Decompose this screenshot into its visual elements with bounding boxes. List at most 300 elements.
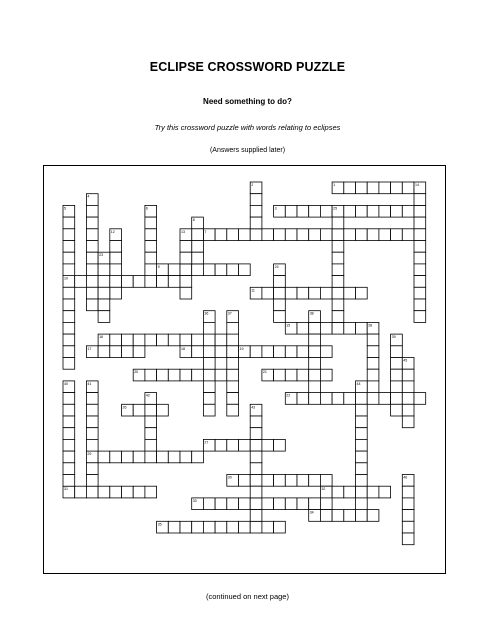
grid-cell[interactable] (250, 205, 262, 217)
grid-cell[interactable] (391, 369, 403, 381)
grid-cell[interactable] (297, 205, 309, 217)
grid-cell[interactable] (86, 241, 98, 253)
grid-cell[interactable] (297, 229, 309, 241)
grid-cell[interactable] (203, 521, 215, 533)
grid-cell[interactable] (180, 252, 192, 264)
grid-cell[interactable] (262, 439, 274, 451)
grid-cell[interactable] (414, 264, 426, 276)
grid-cell[interactable] (379, 182, 391, 194)
grid-cell[interactable] (250, 451, 262, 463)
grid-cell[interactable] (86, 229, 98, 241)
grid-cell[interactable] (391, 393, 403, 405)
grid-cell[interactable] (402, 486, 414, 498)
grid-cell[interactable] (110, 486, 122, 498)
grid-cell[interactable] (122, 451, 134, 463)
grid-cell[interactable] (180, 369, 192, 381)
grid-cell[interactable] (309, 287, 321, 299)
grid-cell[interactable] (320, 346, 332, 358)
grid-cell[interactable] (86, 205, 98, 217)
grid-cell[interactable] (239, 475, 251, 487)
grid-cell[interactable] (192, 369, 204, 381)
grid-cell[interactable] (414, 194, 426, 206)
grid-cell[interactable] (168, 264, 180, 276)
grid-cell[interactable] (86, 299, 98, 311)
grid-cell[interactable] (262, 346, 274, 358)
grid-cell[interactable] (332, 510, 344, 522)
grid-cell[interactable] (145, 276, 157, 288)
grid-cell[interactable] (356, 463, 368, 475)
grid-cell[interactable] (402, 404, 414, 416)
grid-cell[interactable] (86, 428, 98, 440)
grid-cell[interactable] (367, 381, 379, 393)
grid-cell[interactable] (145, 217, 157, 229)
grid-cell[interactable] (344, 287, 356, 299)
grid-cell[interactable] (145, 264, 157, 276)
grid-cell[interactable] (192, 521, 204, 533)
grid-cell[interactable] (203, 393, 215, 405)
grid-cell[interactable] (402, 229, 414, 241)
grid-cell[interactable] (180, 276, 192, 288)
grid-cell[interactable] (297, 287, 309, 299)
grid-cell[interactable] (215, 498, 227, 510)
grid-cell[interactable] (274, 521, 286, 533)
grid-cell[interactable] (75, 486, 87, 498)
grid-cell[interactable] (110, 276, 122, 288)
grid-cell[interactable] (110, 264, 122, 276)
grid-cell[interactable] (250, 194, 262, 206)
grid-cell[interactable] (274, 498, 286, 510)
grid-cell[interactable] (227, 439, 239, 451)
grid-cell[interactable] (356, 428, 368, 440)
grid-cell[interactable] (391, 404, 403, 416)
grid-cell[interactable] (86, 393, 98, 405)
grid-cell[interactable] (332, 311, 344, 323)
grid-cell[interactable] (250, 486, 262, 498)
grid-cell[interactable] (367, 369, 379, 381)
grid-cell[interactable] (367, 334, 379, 346)
grid-cell[interactable] (332, 299, 344, 311)
grid-cell[interactable] (402, 393, 414, 405)
grid-cell[interactable] (274, 475, 286, 487)
grid-cell[interactable] (332, 264, 344, 276)
grid-cell[interactable] (285, 205, 297, 217)
grid-cell[interactable] (215, 521, 227, 533)
grid-cell[interactable] (320, 287, 332, 299)
grid-cell[interactable] (262, 498, 274, 510)
grid-cell[interactable] (98, 287, 110, 299)
grid-cell[interactable] (391, 229, 403, 241)
grid-cell[interactable] (239, 521, 251, 533)
grid-cell[interactable] (391, 346, 403, 358)
grid-cell[interactable] (203, 322, 215, 334)
grid-cell[interactable] (285, 369, 297, 381)
grid-cell[interactable] (309, 322, 321, 334)
grid-cell[interactable] (133, 346, 145, 358)
grid-cell[interactable] (203, 369, 215, 381)
grid-cell[interactable] (250, 475, 262, 487)
grid-cell[interactable] (192, 264, 204, 276)
grid-cell[interactable] (414, 393, 426, 405)
grid-cell[interactable] (157, 276, 169, 288)
grid-cell[interactable] (309, 346, 321, 358)
grid-cell[interactable] (192, 451, 204, 463)
grid-cell[interactable] (320, 369, 332, 381)
grid-cell[interactable] (356, 322, 368, 334)
grid-cell[interactable] (356, 475, 368, 487)
grid-cell[interactable] (344, 486, 356, 498)
grid-cell[interactable] (145, 451, 157, 463)
grid-cell[interactable] (63, 311, 75, 323)
grid-cell[interactable] (145, 416, 157, 428)
grid-cell[interactable] (402, 416, 414, 428)
grid-cell[interactable] (86, 217, 98, 229)
grid-cell[interactable] (168, 369, 180, 381)
grid-cell[interactable] (344, 322, 356, 334)
grid-cell[interactable] (285, 498, 297, 510)
grid-cell[interactable] (110, 252, 122, 264)
grid-cell[interactable] (180, 241, 192, 253)
grid-cell[interactable] (297, 498, 309, 510)
grid-cell[interactable] (309, 475, 321, 487)
grid-cell[interactable] (309, 498, 321, 510)
grid-cell[interactable] (203, 358, 215, 370)
grid-cell[interactable] (145, 241, 157, 253)
grid-cell[interactable] (168, 334, 180, 346)
grid-cell[interactable] (309, 369, 321, 381)
grid-cell[interactable] (168, 276, 180, 288)
grid-cell[interactable] (309, 334, 321, 346)
grid-cell[interactable] (356, 404, 368, 416)
grid-cell[interactable] (110, 287, 122, 299)
grid-cell[interactable] (379, 229, 391, 241)
grid-cell[interactable] (63, 428, 75, 440)
grid-cell[interactable] (367, 346, 379, 358)
grid-cell[interactable] (250, 346, 262, 358)
grid-cell[interactable] (391, 358, 403, 370)
grid-cell[interactable] (180, 334, 192, 346)
grid-cell[interactable] (98, 276, 110, 288)
grid-cell[interactable] (332, 486, 344, 498)
grid-cell[interactable] (356, 510, 368, 522)
grid-cell[interactable] (239, 439, 251, 451)
grid-cell[interactable] (250, 416, 262, 428)
grid-cell[interactable] (227, 521, 239, 533)
grid-cell[interactable] (367, 182, 379, 194)
grid-cell[interactable] (274, 276, 286, 288)
grid-cell[interactable] (285, 229, 297, 241)
grid-cell[interactable] (379, 393, 391, 405)
grid-cell[interactable] (203, 498, 215, 510)
grid-cell[interactable] (391, 381, 403, 393)
grid-cell[interactable] (274, 311, 286, 323)
grid-cell[interactable] (285, 475, 297, 487)
grid-cell[interactable] (63, 346, 75, 358)
grid-cell[interactable] (250, 463, 262, 475)
grid-cell[interactable] (320, 229, 332, 241)
grid-cell[interactable] (309, 358, 321, 370)
grid-cell[interactable] (227, 358, 239, 370)
grid-cell[interactable] (320, 205, 332, 217)
grid-cell[interactable] (145, 404, 157, 416)
grid-cell[interactable] (250, 439, 262, 451)
grid-cell[interactable] (332, 217, 344, 229)
grid-cell[interactable] (356, 498, 368, 510)
grid-cell[interactable] (203, 264, 215, 276)
grid-cell[interactable] (86, 463, 98, 475)
grid-cell[interactable] (414, 299, 426, 311)
grid-cell[interactable] (227, 381, 239, 393)
grid-cell[interactable] (250, 217, 262, 229)
grid-cell[interactable] (203, 381, 215, 393)
grid-cell[interactable] (297, 322, 309, 334)
grid-cell[interactable] (344, 393, 356, 405)
grid-cell[interactable] (63, 299, 75, 311)
grid-cell[interactable] (344, 510, 356, 522)
grid-cell[interactable] (110, 334, 122, 346)
grid-cell[interactable] (168, 451, 180, 463)
grid-cell[interactable] (133, 404, 145, 416)
grid-cell[interactable] (356, 182, 368, 194)
grid-cell[interactable] (192, 229, 207, 241)
grid-cell[interactable] (98, 264, 110, 276)
grid-cell[interactable] (332, 322, 344, 334)
grid-cell[interactable] (133, 451, 145, 463)
grid-cell[interactable] (227, 498, 239, 510)
grid-cell[interactable] (320, 498, 332, 510)
grid-cell[interactable] (414, 205, 426, 217)
grid-cell[interactable] (356, 229, 368, 241)
grid-cell[interactable] (75, 276, 87, 288)
grid-cell[interactable] (192, 252, 204, 264)
grid-cell[interactable] (63, 217, 75, 229)
grid-cell[interactable] (215, 334, 227, 346)
grid-cell[interactable] (192, 346, 204, 358)
grid-cell[interactable] (356, 287, 368, 299)
grid-cell[interactable] (414, 252, 426, 264)
grid-cell[interactable] (203, 346, 215, 358)
grid-cell[interactable] (367, 229, 379, 241)
grid-cell[interactable] (332, 241, 344, 253)
grid-cell[interactable] (215, 439, 227, 451)
grid-cell[interactable] (63, 393, 75, 405)
grid-cell[interactable] (63, 475, 75, 487)
grid-cell[interactable] (262, 521, 274, 533)
grid-cell[interactable] (402, 182, 414, 194)
grid-cell[interactable] (250, 229, 262, 241)
grid-cell[interactable] (122, 486, 134, 498)
grid-cell[interactable] (86, 416, 98, 428)
grid-cell[interactable] (414, 241, 426, 253)
grid-cell[interactable] (356, 451, 368, 463)
grid-cell[interactable] (274, 369, 286, 381)
grid-cell[interactable] (63, 334, 75, 346)
grid-cell[interactable] (297, 393, 309, 405)
grid-cell[interactable] (332, 229, 344, 241)
grid-cell[interactable] (63, 439, 75, 451)
grid-cell[interactable] (227, 264, 239, 276)
grid-cell[interactable] (367, 510, 379, 522)
grid-cell[interactable] (192, 241, 204, 253)
grid-cell[interactable] (227, 346, 239, 358)
grid-cell[interactable] (98, 451, 110, 463)
grid-cell[interactable] (262, 475, 274, 487)
grid-cell[interactable] (63, 451, 75, 463)
grid-cell[interactable] (414, 229, 426, 241)
grid-cell[interactable] (320, 475, 332, 487)
grid-cell[interactable] (402, 205, 414, 217)
grid-cell[interactable] (133, 334, 145, 346)
grid-cell[interactable] (86, 264, 98, 276)
grid-cell[interactable] (157, 404, 169, 416)
grid-cell[interactable] (402, 533, 414, 545)
grid-cell[interactable] (63, 404, 75, 416)
grid-cell[interactable] (414, 276, 426, 288)
grid-cell[interactable] (98, 486, 110, 498)
grid-cell[interactable] (309, 393, 321, 405)
grid-cell[interactable] (145, 229, 157, 241)
grid-cell[interactable] (356, 439, 368, 451)
grid-cell[interactable] (367, 205, 379, 217)
grid-cell[interactable] (332, 276, 344, 288)
grid-cell[interactable] (414, 287, 426, 299)
grid-cell[interactable] (122, 276, 134, 288)
grid-cell[interactable] (168, 521, 180, 533)
grid-cell[interactable] (157, 451, 169, 463)
grid-cell[interactable] (274, 346, 286, 358)
grid-cell[interactable] (285, 287, 297, 299)
grid-cell[interactable] (110, 451, 122, 463)
grid-cell[interactable] (379, 205, 391, 217)
grid-cell[interactable] (203, 404, 215, 416)
grid-cell[interactable] (227, 404, 239, 416)
grid-cell[interactable] (180, 287, 192, 299)
grid-cell[interactable] (239, 498, 251, 510)
grid-cell[interactable] (367, 358, 379, 370)
grid-cell[interactable] (356, 416, 368, 428)
grid-cell[interactable] (86, 252, 98, 264)
grid-cell[interactable] (86, 439, 98, 451)
grid-cell[interactable] (274, 287, 286, 299)
grid-cell[interactable] (227, 229, 239, 241)
grid-cell[interactable] (344, 182, 356, 194)
grid-cell[interactable] (180, 264, 192, 276)
grid-cell[interactable] (227, 334, 239, 346)
grid-cell[interactable] (227, 393, 239, 405)
grid-cell[interactable] (309, 205, 321, 217)
grid-cell[interactable] (391, 205, 403, 217)
grid-cell[interactable] (262, 229, 274, 241)
grid-cell[interactable] (215, 229, 227, 241)
grid-cell[interactable] (320, 510, 332, 522)
grid-cell[interactable] (391, 182, 403, 194)
grid-cell[interactable] (63, 241, 75, 253)
grid-cell[interactable] (356, 486, 368, 498)
grid-cell[interactable] (133, 276, 145, 288)
grid-cell[interactable] (63, 416, 75, 428)
grid-cell[interactable] (86, 287, 98, 299)
grid-cell[interactable] (402, 521, 414, 533)
grid-cell[interactable] (332, 287, 344, 299)
grid-cell[interactable] (344, 229, 356, 241)
grid-cell[interactable] (367, 486, 379, 498)
grid-cell[interactable] (332, 252, 344, 264)
grid-cell[interactable] (215, 346, 227, 358)
grid-cell[interactable] (86, 486, 98, 498)
grid-cell[interactable] (180, 521, 192, 533)
grid-cell[interactable] (402, 381, 414, 393)
grid-cell[interactable] (250, 521, 262, 533)
grid-cell[interactable] (227, 322, 239, 334)
grid-cell[interactable] (297, 369, 309, 381)
grid-cell[interactable] (274, 299, 286, 311)
grid-cell[interactable] (63, 322, 75, 334)
grid-cell[interactable] (63, 287, 75, 299)
grid-cell[interactable] (145, 439, 157, 451)
grid-cell[interactable] (239, 264, 251, 276)
grid-cell[interactable] (86, 404, 98, 416)
grid-cell[interactable] (215, 369, 227, 381)
grid-cell[interactable] (145, 252, 157, 264)
grid-cell[interactable] (122, 334, 134, 346)
grid-cell[interactable] (215, 264, 227, 276)
grid-cell[interactable] (285, 346, 297, 358)
grid-cell[interactable] (274, 229, 286, 241)
grid-cell[interactable] (402, 369, 414, 381)
grid-cell[interactable] (86, 276, 98, 288)
grid-cell[interactable] (157, 369, 169, 381)
grid-cell[interactable] (356, 205, 368, 217)
grid-cell[interactable] (414, 311, 426, 323)
grid-cell[interactable] (309, 381, 321, 393)
grid-cell[interactable] (110, 346, 122, 358)
grid-cell[interactable] (63, 358, 75, 370)
grid-cell[interactable] (414, 217, 426, 229)
grid-cell[interactable] (367, 393, 379, 405)
grid-cell[interactable] (309, 229, 321, 241)
grid-cell[interactable] (145, 486, 157, 498)
grid-cell[interactable] (250, 428, 262, 440)
grid-cell[interactable] (180, 451, 192, 463)
grid-cell[interactable] (344, 205, 356, 217)
grid-cell[interactable] (356, 393, 368, 405)
grid-cell[interactable] (320, 393, 332, 405)
grid-cell[interactable] (145, 369, 157, 381)
grid-cell[interactable] (297, 475, 309, 487)
grid-cell[interactable] (402, 498, 414, 510)
grid-cell[interactable] (145, 428, 157, 440)
grid-cell[interactable] (63, 229, 75, 241)
grid-cell[interactable] (239, 229, 251, 241)
grid-cell[interactable] (133, 486, 145, 498)
grid-cell[interactable] (297, 346, 309, 358)
grid-cell[interactable] (98, 311, 110, 323)
grid-cell[interactable] (63, 252, 75, 264)
grid-cell[interactable] (250, 510, 262, 522)
grid-cell[interactable] (86, 475, 98, 487)
grid-cell[interactable] (332, 393, 344, 405)
grid-cell[interactable] (122, 346, 134, 358)
grid-cell[interactable] (157, 334, 169, 346)
grid-cell[interactable] (379, 486, 391, 498)
grid-cell[interactable] (274, 439, 286, 451)
grid-cell[interactable] (402, 510, 414, 522)
grid-cell[interactable] (203, 334, 215, 346)
grid-cell[interactable] (110, 241, 122, 253)
grid-cell[interactable] (262, 287, 274, 299)
grid-cell[interactable] (63, 264, 75, 276)
grid-cell[interactable] (250, 498, 262, 510)
grid-cell[interactable] (192, 334, 204, 346)
